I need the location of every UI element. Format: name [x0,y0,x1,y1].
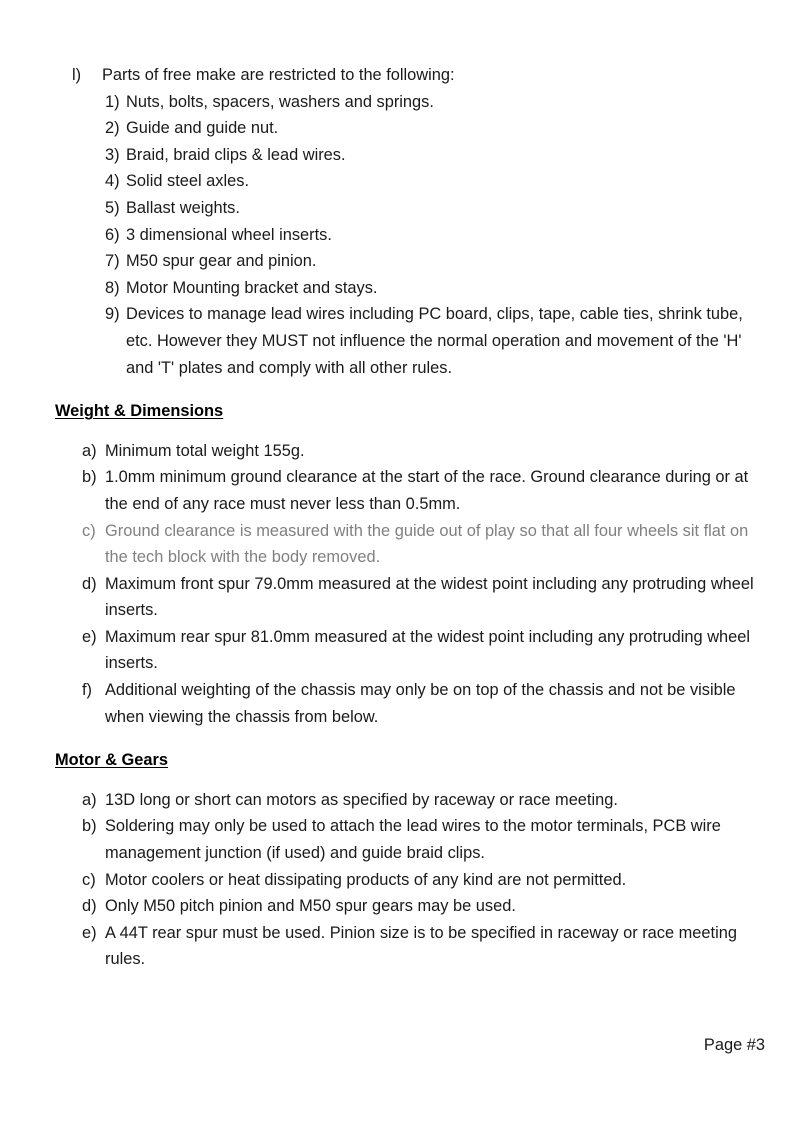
rule-list-item [82,438,763,465]
rule-text: Devices to manage lead wires including PC board, clips, tape, cable ties, shrink tube, etc. However they MUST not influence the normal operation and movement of the 'H' and 'T' plates and comply with all other rules. [126,305,743,377]
rule-list-item [82,920,763,973]
rule-text: 3 dimensional wheel inserts. [126,225,332,244]
rule-text: Minimum total weight 155g. [105,441,305,460]
list-marker: a) [82,441,97,460]
list-marker: 5) [105,198,120,217]
list-marker: 2) [105,119,120,138]
rule-list-item [105,89,763,116]
list-marker: c) [82,521,96,540]
rule-list-item [105,142,763,169]
rule-list-item [105,275,763,302]
list-marker: 3) [105,145,120,164]
rule-list-item [105,248,763,275]
rule-text: Motor coolers or heat dissipating products of any kind are not permitted. [105,870,627,889]
rule-list-item [105,168,763,195]
list-marker: 9) [105,305,120,324]
rule-list-item [105,222,763,249]
rule-text: Additional weighting of the chassis may only be on top of the chassis and not be visible when viewing the chassis from below. [105,681,736,726]
rule-text: 1.0mm minimum ground clearance at the start of the race. Ground clearance during or at the end of any race must never less than 0.5mm. [105,468,749,513]
list-marker: 1) [105,92,120,111]
rule-text: Braid, braid clips & lead wires. [126,145,346,164]
rule-item-free-make [55,62,765,89]
rule-list-item [82,624,763,677]
list-marker: 7) [105,252,120,271]
rule-text: Nuts, bolts, spacers, washers and springs. [126,92,434,111]
spacer [55,774,765,787]
spacer [55,381,765,398]
rule-text: Maximum rear spur 81.0mm measured at the widest point including any protruding wheel inserts. [105,627,751,673]
list-marker: e) [82,923,97,942]
rule-text: Soldering may only be used to attach the lead wires to the motor terminals, PCB wire management junction (if used) and guide braid clips. [105,817,721,863]
list-marker: e) [82,627,97,646]
list-marker: d) [82,574,97,593]
rule-list-item [105,115,763,142]
rule-list-item [82,867,763,894]
list-marker: b) [82,817,97,836]
list-marker: 8) [105,278,120,297]
rule-text: Ballast weights. [126,198,240,217]
page-number-footer: Page #3 [703,1036,765,1055]
free-make-sublist [55,89,765,382]
rule-text: A 44T rear spur must be used. Pinion size is to be specified in raceway or race meeting rules. [105,923,737,969]
rule-text: 13D long or short can motors as specified by raceway or race meeting. [105,790,618,809]
weight-dimensions-list [55,438,765,731]
list-marker: f) [82,681,93,700]
rule-list-item [105,195,763,222]
list-marker: c) [82,870,96,889]
list-marker: d) [82,897,97,916]
rule-list-item [105,301,763,381]
rule-text: Guide and guide nut. [126,119,279,138]
rule-list-item [82,464,763,517]
rule-text: Ground clearance is measured with the guide out of play so that all four wheels sit flat on the tech block with the body removed. [105,521,749,567]
rule-text: Only M50 pitch pinion and M50 spur gears may be used. [105,897,516,916]
rule-text: Solid steel axles. [126,172,249,191]
spacer [55,730,765,747]
rule-text: Parts of free make are restricted to the following: [102,66,455,84]
list-marker: 6) [105,225,120,244]
motor-gears-list [55,787,765,973]
list-marker: a) [82,790,97,809]
list-marker: l) [72,66,82,84]
rule-list-item [82,787,763,814]
rule-list-item [82,571,763,624]
list-marker: b) [82,468,97,487]
rule-text: Maximum front spur 79.0mm measured at the widest point including any protruding wheel inserts. [105,574,754,620]
rule-list-item [82,813,763,866]
rule-list-item [82,677,763,730]
section-heading-weight-dimensions: Weight & Dimensions [55,402,224,421]
list-marker: 4) [105,172,120,191]
rule-list-item [82,893,763,920]
rule-text: M50 spur gear and pinion. [126,252,317,271]
section-heading-motor-gears: Motor & Gears [55,751,168,770]
spacer [55,425,765,438]
rule-list-item [82,518,763,571]
rule-text: Motor Mounting bracket and stays. [126,278,378,297]
